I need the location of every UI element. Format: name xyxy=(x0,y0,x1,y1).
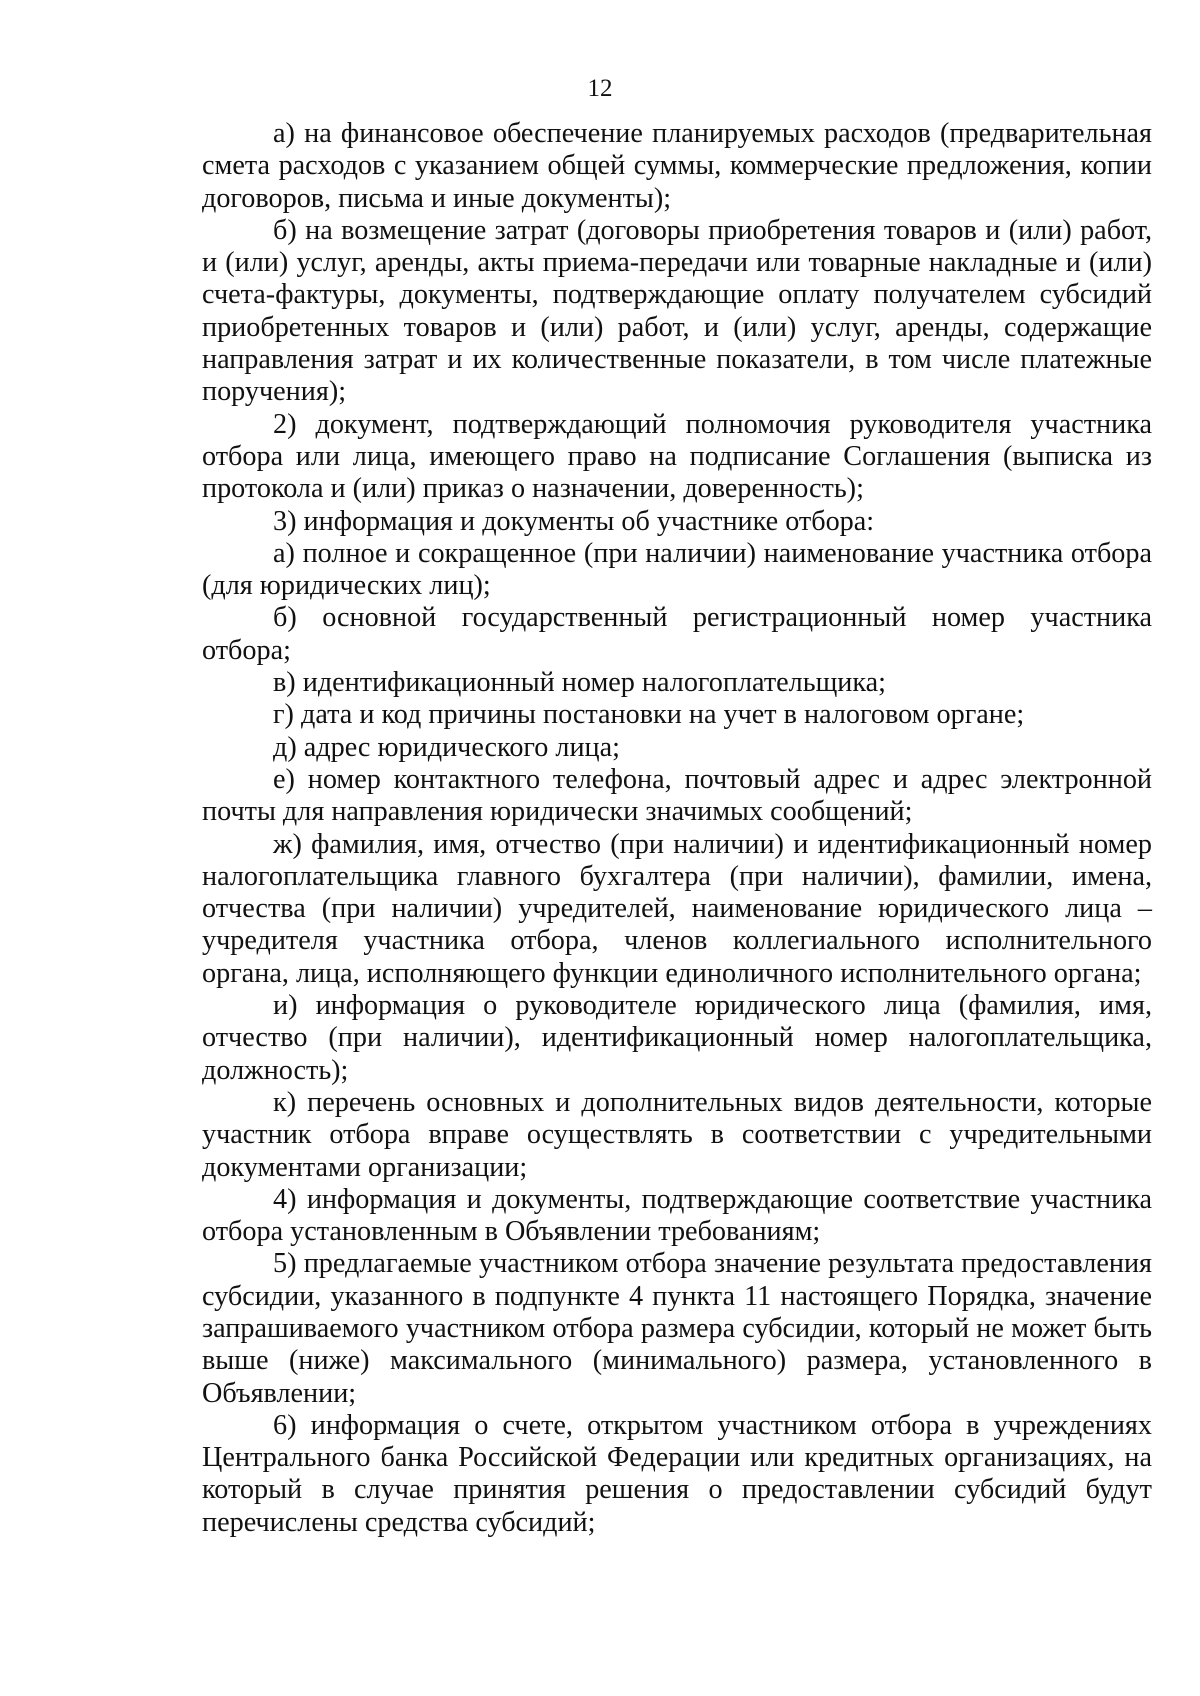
paragraph-3k-activities: к) перечень основных и дополнительных видов деятельности, которые участник отбора вправе осуществлять в соответствии с учредительными документами организации; xyxy=(202,1086,1152,1183)
page-number: 12 xyxy=(587,75,613,102)
paragraph-3d-address: д) адрес юридического лица; xyxy=(273,731,620,763)
paragraph-3v-inn: в) идентификационный номер налогоплательщика; xyxy=(273,667,886,699)
paragraph-3b-ogrn: б) основной государственный регистрационный номер участника отбора; xyxy=(202,602,1152,666)
paragraph-3-participant-info: 3) информация и документы об участнике отбора: xyxy=(273,505,875,537)
paragraph-a-financial: а) на финансовое обеспечение планируемых расходов (предварительная смета расходов с указанием общей суммы, коммерческие предложения, копии договоров, письма и иные документы); xyxy=(202,118,1152,214)
paragraph-3g-kpp: г) дата и код причины постановки на учет в налоговом органе; xyxy=(273,699,1025,731)
paragraph-6-bank-account: 6) информация о счете, открытом участником отбора в учреждениях Центрального банка Российской Федерации или кредитных организациях, на который в случае принятия решения о предоставлении субсидий будут перечислены средства субсидий; xyxy=(202,1409,1152,1538)
paragraph-3i-head: и) информация о руководителе юридического лица (фамилия, имя, отчество (при наличии), идентификационный номер налогоплательщика, должность); xyxy=(202,990,1152,1086)
paragraph-5-proposed-values: 5) предлагаемые участником отбора значение результата предоставления субсидии, указанного в подпункте 4 пункта 11 настоящего Порядка, значение запрашиваемого участником отбора размера субсидии, который не может быть выше (ниже) максимального (минимального) размера, установленного в Объявлении; xyxy=(202,1248,1152,1409)
paragraph-2-authority-document: 2) документ, подтверждающий полномочия руководителя участника отбора или лица, имеющего право на подписание Соглашения (выписка из протокола и (или) приказ о назначении, доверенность); xyxy=(202,408,1152,505)
document-body xyxy=(202,118,1152,1539)
paragraph-3e-contacts: е) номер контактного телефона, почтовый адрес и адрес электронной почты для направления юридически значимых сообщений; xyxy=(202,763,1152,828)
paragraph-3zh-persons: ж) фамилия, имя, отчество (при наличии) и идентификационный номер налогоплательщика главного бухгалтера (при наличии), фамилии, имена, отчества (при наличии) учредителей, наименование юридического лица – учредителя участника отбора, членов коллегиального исполнительного органа, лица, исполняющего функции единоличного исполнительного органа; xyxy=(202,828,1152,989)
paragraph-4-compliance: 4) информация и документы, подтверждающие соответствие участника отбора установленным в Объявлении требованиям; xyxy=(202,1183,1152,1248)
paragraph-3a-name: а) полное и сокращенное (при наличии) наименование участника отбора (для юридических лиц); xyxy=(202,537,1152,602)
paragraph-b-reimbursement: б) на возмещение затрат (договоры приобретения товаров и (или) работ, и (или) услуг, аренды, акты приема-передачи или товарные накладные и (или) счета-фактуры, документы, подтверждающие оплату получателем субсидий приобретенных товаров и (или) работ, и (или) услуг, аренды, содержащие направления затрат и их количественные показатели, в том числе платежные поручения); xyxy=(202,214,1152,408)
